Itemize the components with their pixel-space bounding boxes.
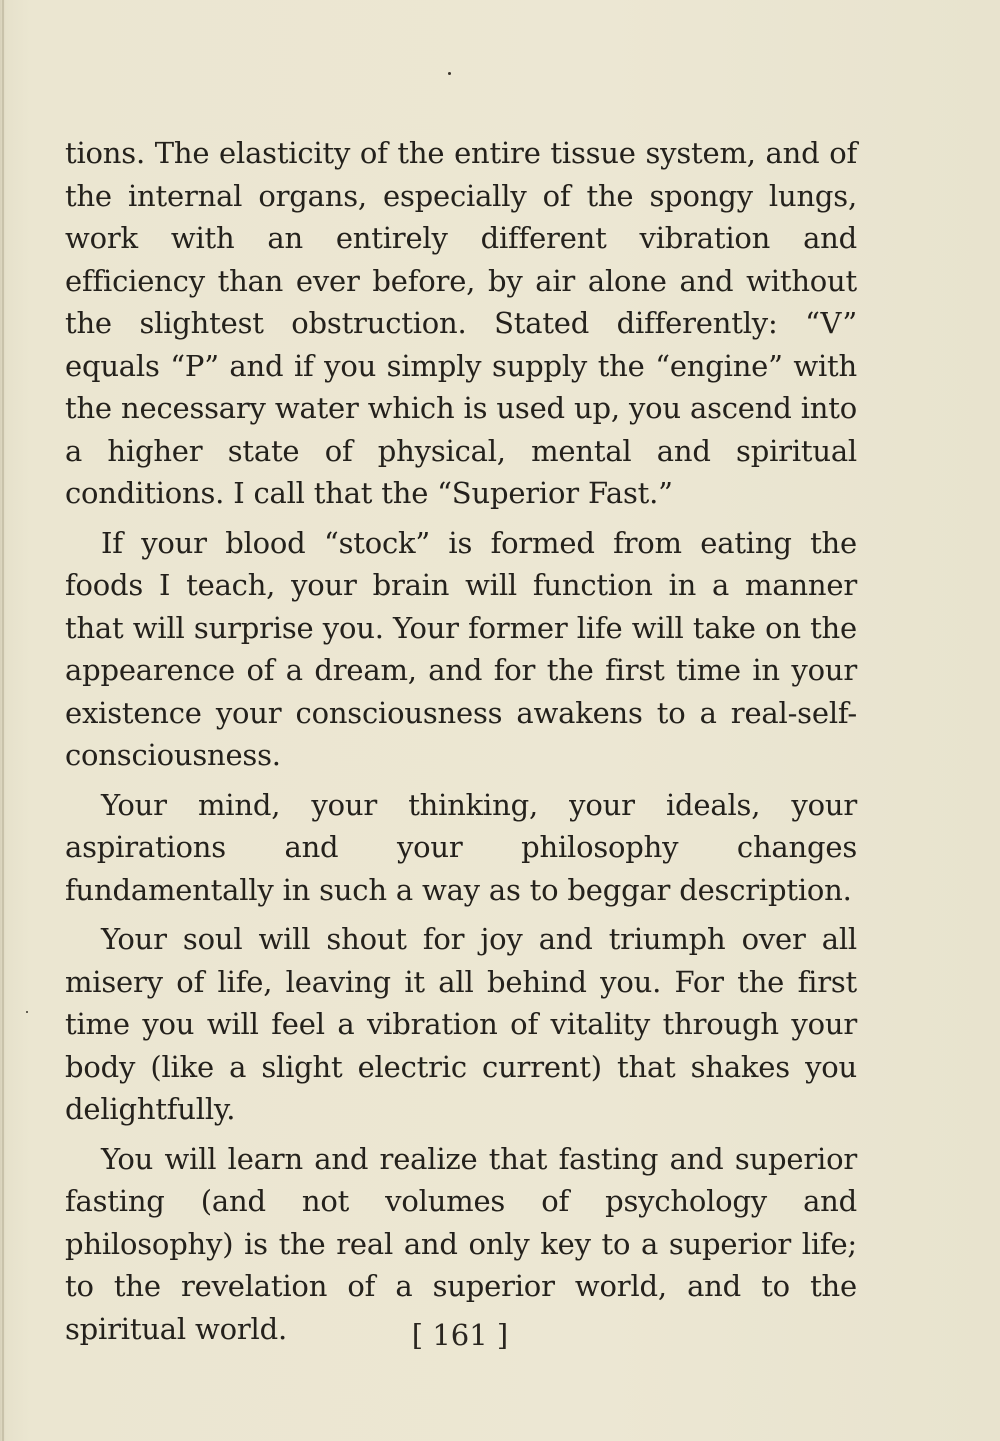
paragraph-3: Your mind, your thinking, your ideals, your aspirations and your philosophy changes fundamentally in such a way as to beggar description. [65, 787, 857, 907]
page-number: [ 161 ] [411, 1318, 509, 1352]
paragraph-2: If your blood “stock” is formed from eating the foods I teach, your brain will function in a manner that will surprise you. Your former life will take on the appearence of a dream, and for the first time in your existence your consciousness awakens to a real-self-consciousness. [65, 525, 857, 772]
paragraph-1: tions. The elasticity of the entire tissue system, and of the internal organs, especially of the spongy lungs, work with an entirely different vibration and efficiency than ever before, by air alone and without the slightest obstruction. Stated differently: “V” equals “P” and if you simply supply the “engine” with the necessary water which is used up, you ascend into a higher state of physical, mental and spiritual conditions. I call that the “Superior Fast.” [65, 136, 857, 510]
body-text [65, 132, 857, 1357]
ink-speck [448, 72, 451, 75]
paragraph-5: You will learn and realize that fasting and superior fasting (and not volumes of psychology and philosophy) is the real and only key to a superior life; to the revelation of a superior world, and to the spiritual world. [65, 1141, 857, 1346]
ink-speck [26, 1011, 28, 1013]
paragraph-4: Your soul will shout for joy and triumph over all misery of life, leaving it all behind you. For the first time you will feel a vibration of vitality through your body (like a slight electric current) that shakes you delightfully. [65, 922, 857, 1126]
page-edge [2, 0, 4, 1441]
